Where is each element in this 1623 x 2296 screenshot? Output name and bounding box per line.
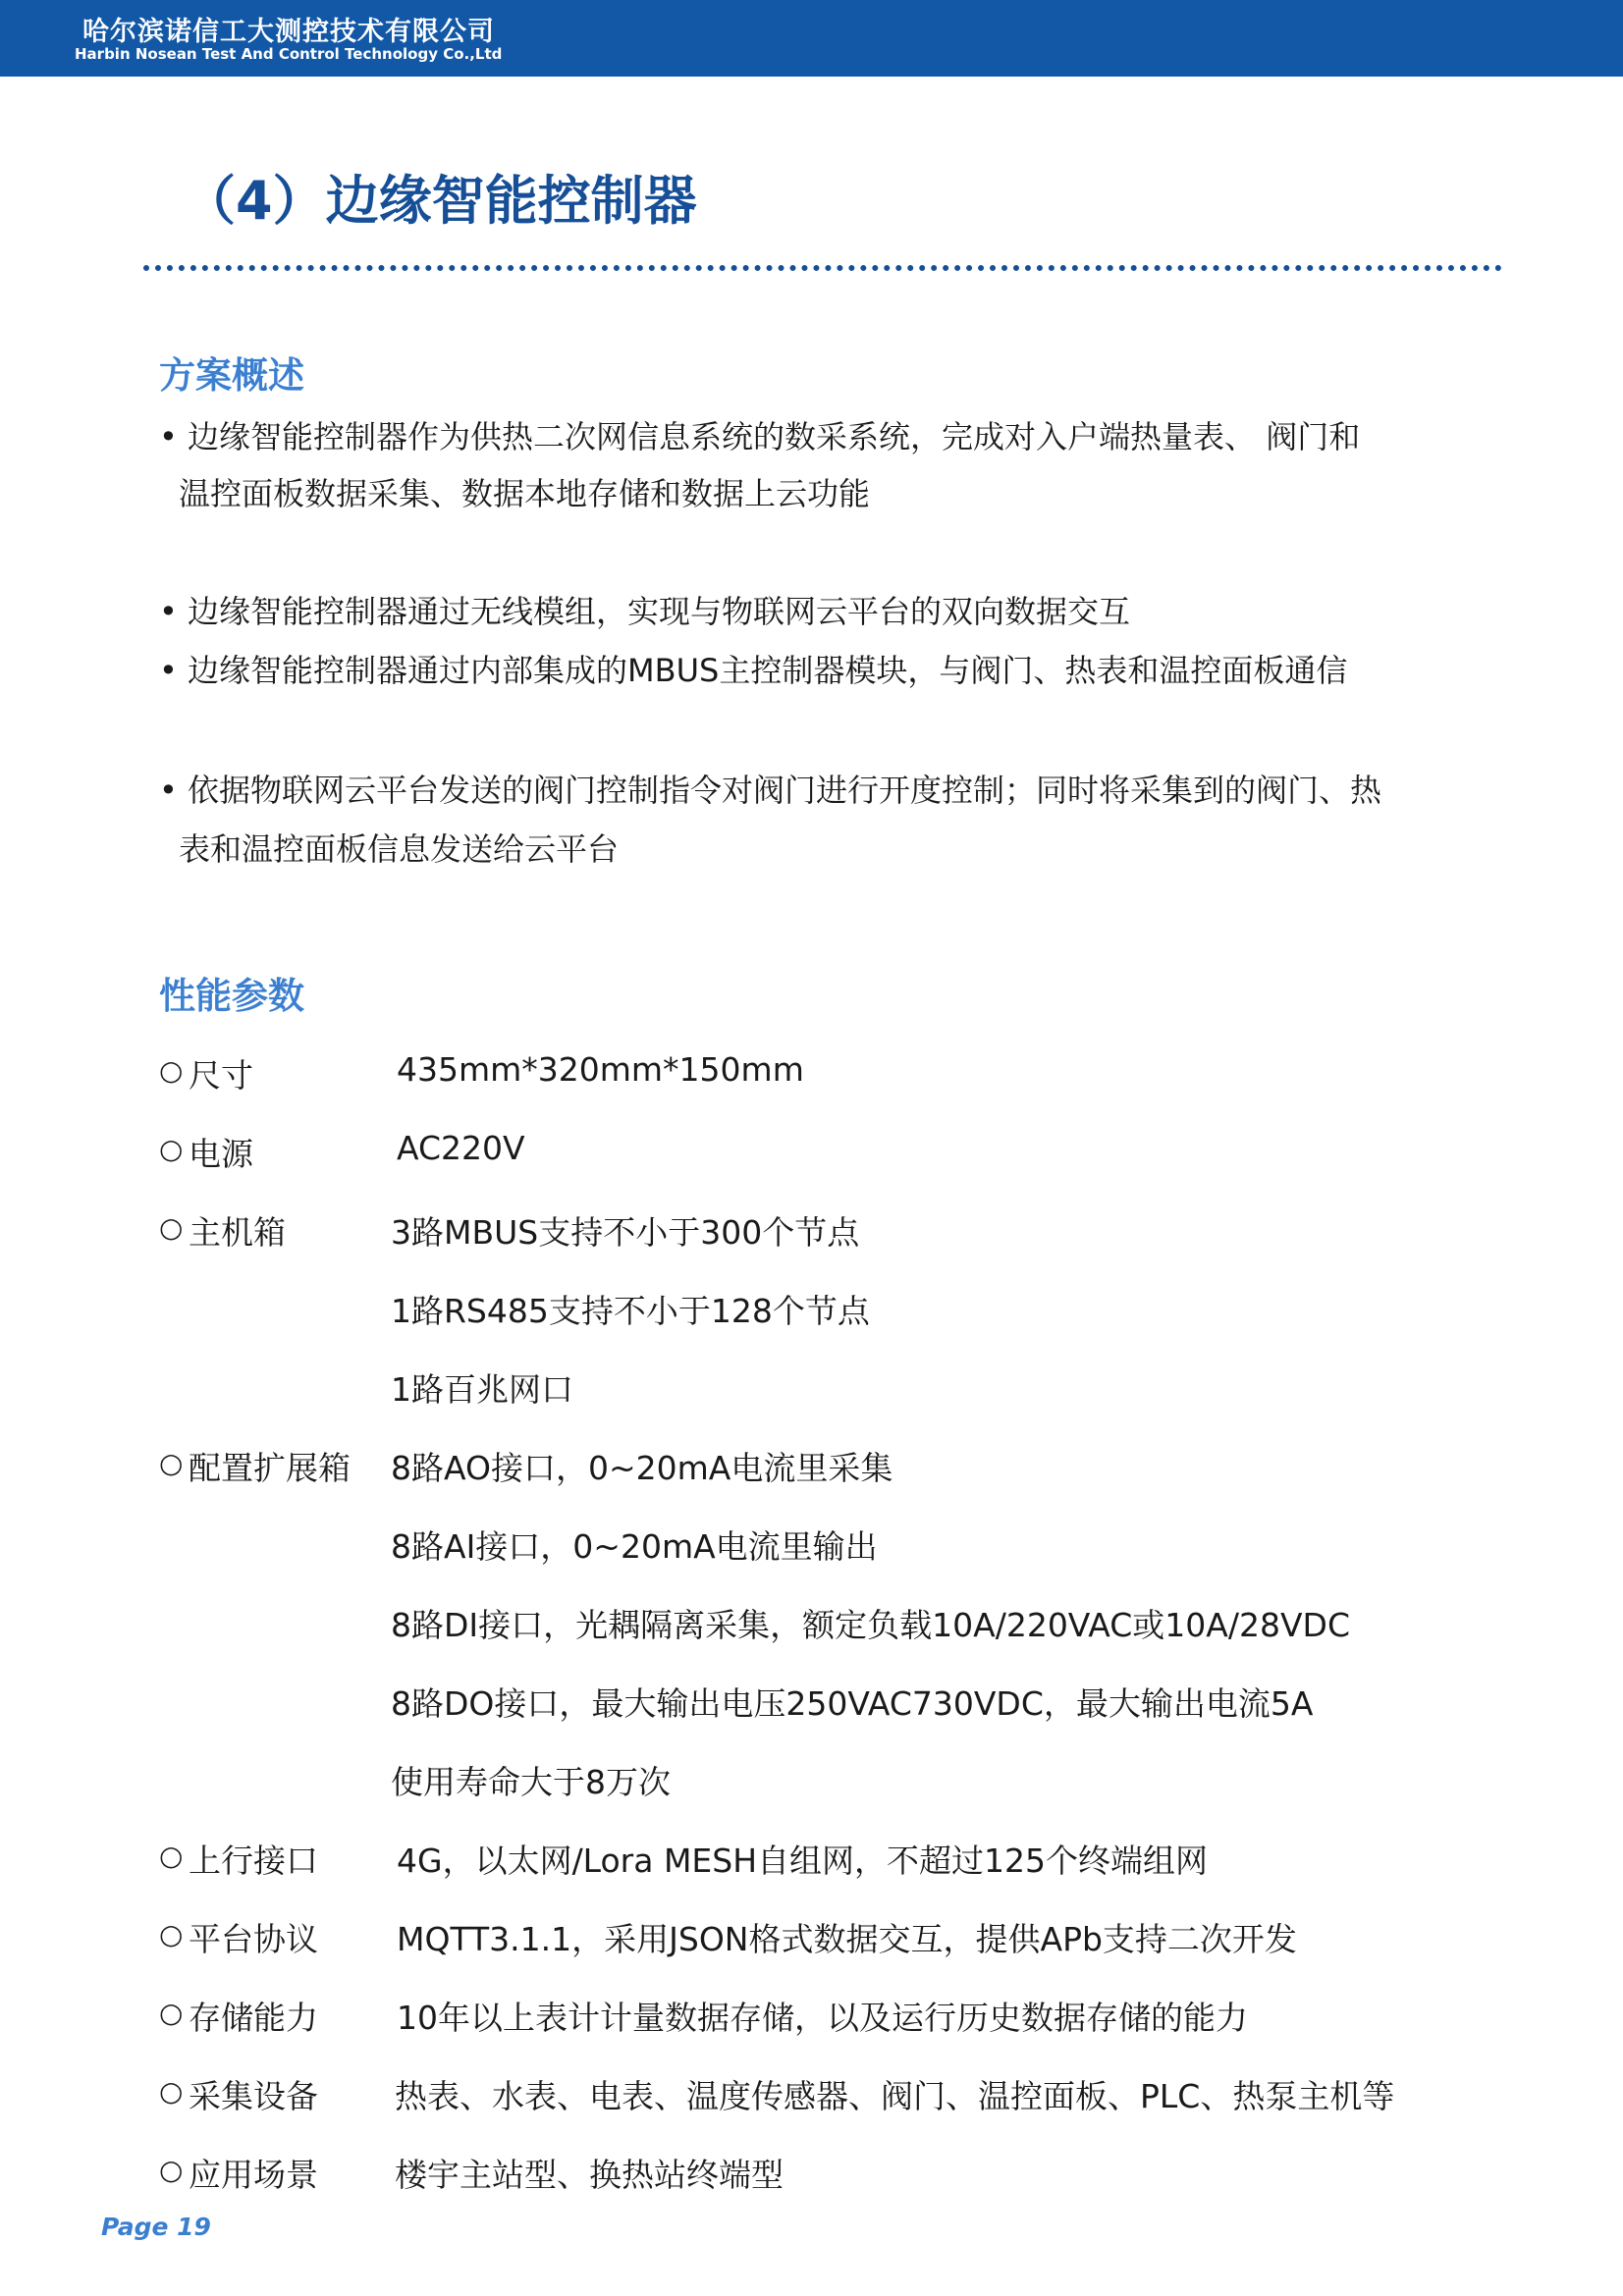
overview-line: • 边缘智能控制器通过无线模组，实现与物联网云平台的双向数据交互 <box>159 593 1131 630</box>
page-title: （4）边缘智能控制器 <box>183 170 697 232</box>
spec-value: 热表、水表、电表、温度传感器、阀门、温控面板、PLC、热泵主机等 <box>395 2077 1395 2115</box>
spec-marker: ○ <box>159 1918 184 1950</box>
spec-value: 3路MBUS支持不小于300个节点 <box>391 1213 860 1252</box>
title-divider <box>143 265 1502 271</box>
spec-value: 1路百兆网口 <box>391 1370 573 1409</box>
spec-value: 10年以上表计计量数据存储，以及运行历史数据存储的能力 <box>397 1999 1248 2037</box>
spec-label: 采集设备 <box>189 2077 318 2115</box>
spec-label: 配置扩展箱 <box>189 1449 351 1487</box>
overview-line: • 边缘智能控制器通过内部集成的MBUS主控制器模块，与阀门、热表和温控面板通信 <box>159 652 1348 689</box>
spec-value: 435mm*320mm*150mm <box>397 1050 804 1089</box>
spec-value: 8路DI接口，光耦隔离采集，额定负载10A/220VAC或10A/28VDC <box>391 1606 1351 1644</box>
performance-heading: 性能参数 <box>159 975 304 1017</box>
spec-value: 楼宇主站型、换热站终端型 <box>395 2156 784 2194</box>
overview-heading: 方案概述 <box>159 354 304 397</box>
spec-value: 8路AO接口，0~20mA电流里采集 <box>391 1449 893 1487</box>
spec-label: 尺寸 <box>189 1056 253 1095</box>
spec-marker: ○ <box>159 1054 184 1087</box>
spec-value: MQTT3.1.1，采用JSON格式数据交互，提供APb支持二次开发 <box>397 1920 1297 1958</box>
spec-label: 平台协议 <box>189 1920 318 1958</box>
spec-label: 存储能力 <box>189 1999 318 2037</box>
overview-line: 温控面板数据采集、数据本地存储和数据上云功能 <box>179 475 871 512</box>
spec-value: 1路RS485支持不小于128个节点 <box>391 1292 870 1330</box>
spec-label: 上行接口 <box>189 1842 318 1880</box>
spec-value: 使用寿命大于8万次 <box>391 1763 671 1801</box>
spec-marker: ○ <box>159 1133 184 1165</box>
page-number: Page 19 <box>101 2213 211 2241</box>
spec-value: 8路AI接口，0~20mA电流里输出 <box>391 1527 878 1566</box>
spec-label: 主机箱 <box>189 1213 286 1252</box>
overview-line: • 边缘智能控制器作为供热二次网信息系统的数采系统，完成对入户端热量表、 阀门和 <box>159 418 1361 455</box>
overview-line: • 依据物联网云平台发送的阀门控制指令对阀门进行开度控制；同时将采集到的阀门、热 <box>159 772 1382 809</box>
spec-value: 8路DO接口，最大输出电压250VAC730VDC，最大输出电流5A <box>391 1684 1314 1723</box>
spec-marker: ○ <box>159 2075 184 2108</box>
spec-value: AC220V <box>397 1129 525 1167</box>
spec-marker: ○ <box>159 1447 184 1479</box>
company-name-en: Harbin Nosean Test And Control Technology Co.,Ltd <box>75 45 503 63</box>
spec-label: 电源 <box>189 1135 253 1173</box>
spec-marker: ○ <box>159 1840 184 1872</box>
spec-value: 4G，以太网/Lora MESH自组网，不超过125个终端组网 <box>397 1842 1209 1880</box>
spec-marker: ○ <box>159 2154 184 2186</box>
company-name-cn: 哈尔滨诺信工大测控技术有限公司 <box>82 17 495 47</box>
spec-label: 应用场景 <box>189 2156 318 2194</box>
header-bar <box>0 0 1623 77</box>
spec-marker: ○ <box>159 1211 184 1244</box>
spec-marker: ○ <box>159 1997 184 2029</box>
overview-line: 表和温控面板信息发送给云平台 <box>179 830 620 868</box>
